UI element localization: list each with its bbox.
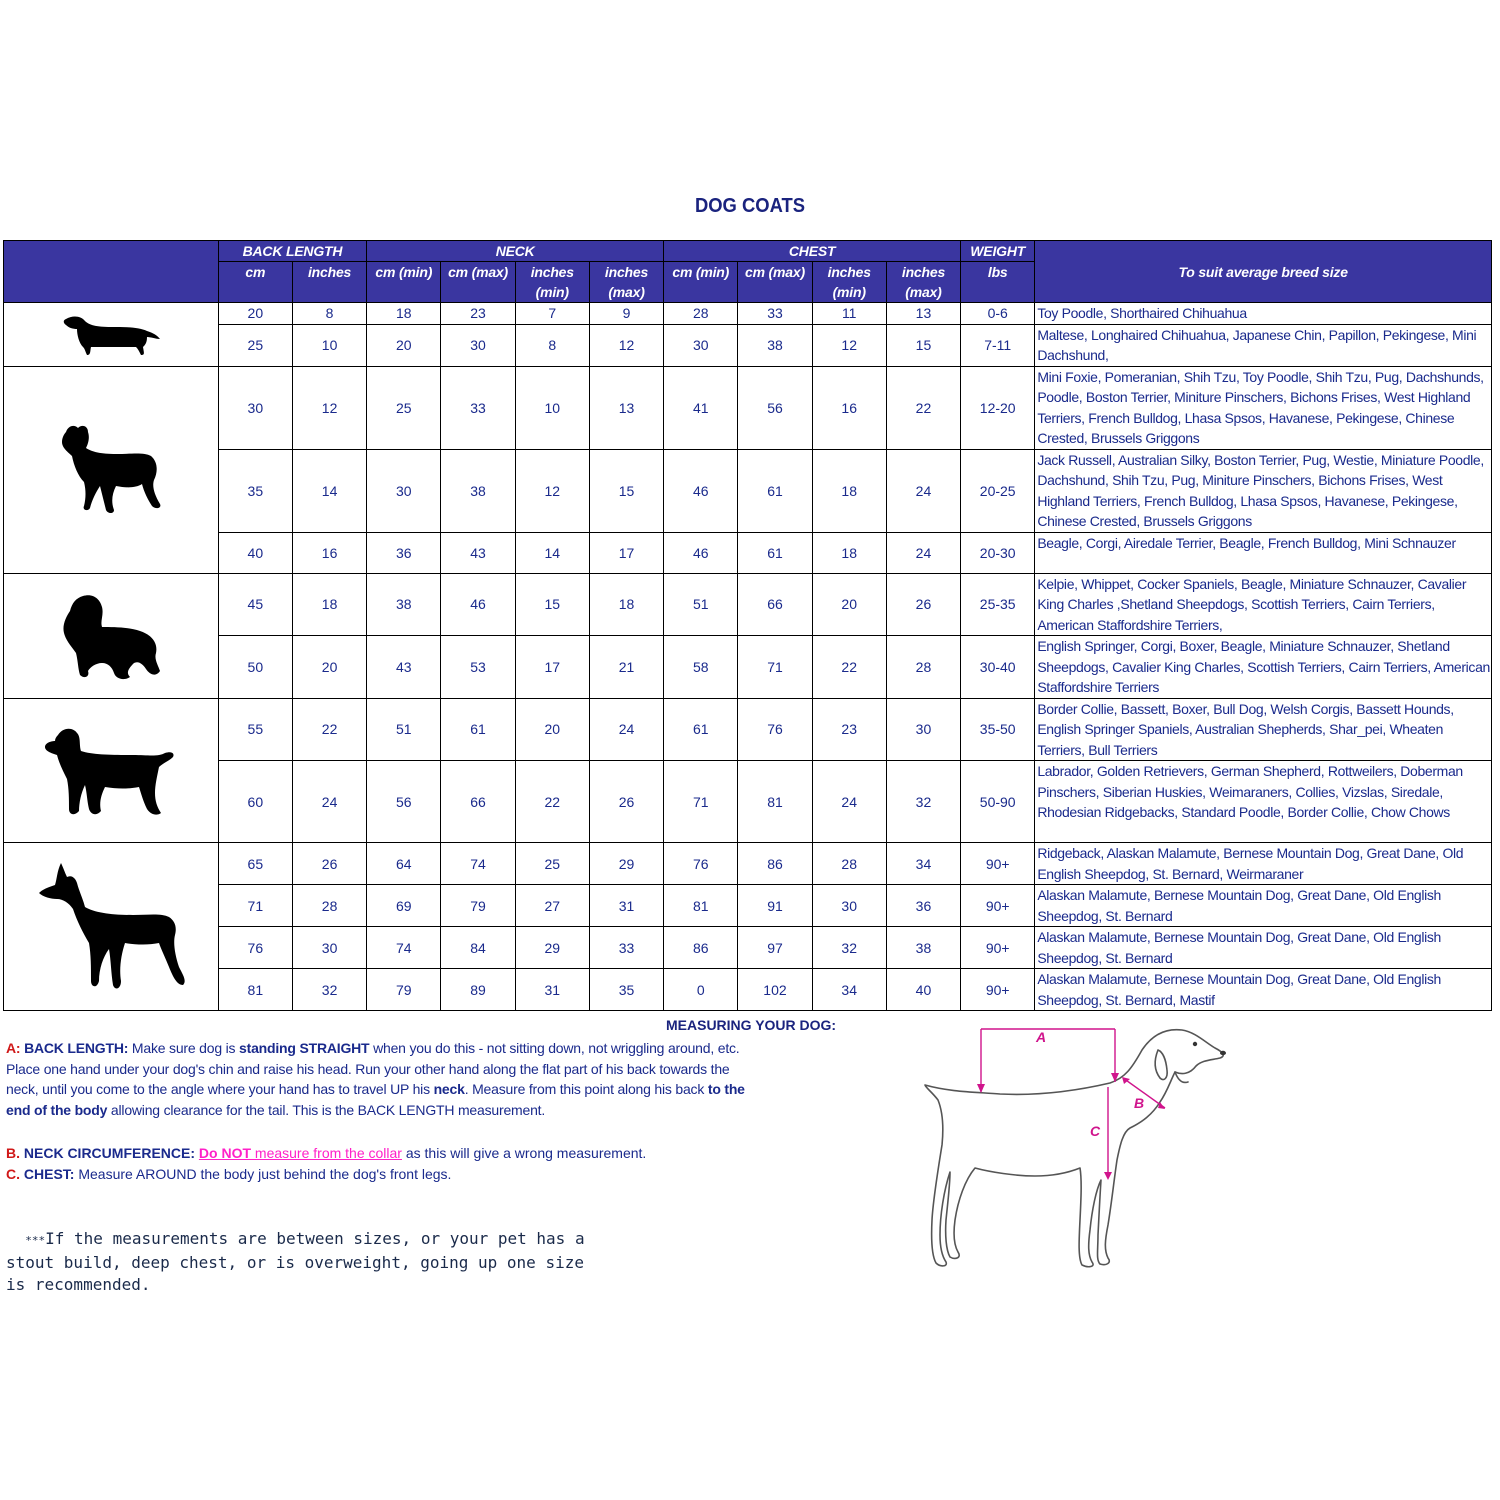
cell-c-cm-max: 81 bbox=[738, 761, 812, 843]
label-b: B bbox=[1134, 1095, 1145, 1111]
cell-n-cm-max: 89 bbox=[441, 969, 515, 1011]
table-row bbox=[4, 885, 1492, 927]
cell-c-in-max: 30 bbox=[886, 698, 960, 761]
table-row bbox=[4, 366, 1492, 449]
table-row bbox=[4, 761, 1492, 843]
measuring-diagram bbox=[920, 1020, 1240, 1275]
table-row bbox=[4, 636, 1492, 699]
cell-bl-cm: 76 bbox=[218, 927, 292, 969]
cell-lbs: 7-11 bbox=[961, 324, 1035, 366]
note-a-text-3: . Measure from this point along his back bbox=[464, 1081, 708, 1098]
cell-bl-cm: 71 bbox=[218, 885, 292, 927]
cell-bl-in: 12 bbox=[292, 366, 366, 449]
note-b-label: B. bbox=[6, 1145, 20, 1161]
cell-lbs: 50-90 bbox=[961, 761, 1035, 843]
back-length-note bbox=[6, 1038, 746, 1120]
note-a-label: A: bbox=[6, 1040, 21, 1056]
cell-n-in-max: 18 bbox=[589, 573, 663, 636]
cell-n-cm-max: 33 bbox=[441, 366, 515, 449]
spaniel-icon bbox=[4, 573, 219, 698]
cell-c-in-max: 24 bbox=[886, 449, 960, 532]
cell-c-cm-min: 41 bbox=[664, 366, 738, 449]
cell-c-cm-min: 51 bbox=[664, 573, 738, 636]
cell-bl-in: 30 bbox=[292, 927, 366, 969]
header-inches: inches bbox=[292, 262, 366, 303]
cell-bl-in: 24 bbox=[292, 761, 366, 843]
cell-n-cm-max: 79 bbox=[441, 885, 515, 927]
cell-c-cm-min: 46 bbox=[664, 532, 738, 573]
cell-c-in-min: 12 bbox=[812, 324, 886, 366]
cell-c-cm-max: 61 bbox=[738, 532, 812, 573]
cell-n-cm-max: 53 bbox=[441, 636, 515, 699]
bulldog-icon bbox=[4, 366, 219, 573]
great-dane-icon bbox=[4, 843, 219, 1011]
cell-n-cm-min: 25 bbox=[367, 366, 441, 449]
cell-n-cm-min: 64 bbox=[367, 843, 441, 885]
cell-n-in-min: 17 bbox=[515, 636, 589, 699]
cell-breeds: Alaskan Malamute, Bernese Mountain Dog, Great Dane, Old English Sheepdog, St. Bernard bbox=[1035, 927, 1492, 969]
cell-lbs: 35-50 bbox=[961, 698, 1035, 761]
cell-c-cm-max: 86 bbox=[738, 843, 812, 885]
cell-breeds: Kelpie, Whippet, Cocker Spaniels, Beagle, Miniature Schnauzer, Cavalier King Charles ,Shetland Sheepdogs, Scottish Terriers, Cairn Terriers, American Staffordshire Terriers, bbox=[1035, 573, 1492, 636]
note-c-heading: CHEST: bbox=[23, 1166, 75, 1182]
cell-c-in-max: 40 bbox=[886, 969, 960, 1011]
header-cm: cm bbox=[218, 262, 292, 303]
note-b-rest: as this will give a wrong measurement. bbox=[401, 1145, 647, 1161]
cell-bl-in: 8 bbox=[292, 303, 366, 325]
cell-breeds: English Springer, Corgi, Boxer, Beagle, Miniature Schnauzer, Shetland Sheepdogs, Cavalier King Charles, Scottish Terriers, Cairn Terriers, American Staffordshire Terriers bbox=[1035, 636, 1492, 699]
cell-c-cm-min: 30 bbox=[664, 324, 738, 366]
table-row bbox=[4, 843, 1492, 885]
cell-bl-in: 22 bbox=[292, 698, 366, 761]
cell-c-cm-min: 0 bbox=[664, 969, 738, 1011]
note-a-text-4: allowing clearance for the tail. This is the BACK LENGTH measurement. bbox=[107, 1101, 546, 1118]
note-b-heading: NECK CIRCUMFERENCE: bbox=[23, 1145, 196, 1161]
table-row bbox=[4, 698, 1492, 761]
header-chest-inches-max: inches (max) bbox=[886, 262, 960, 303]
cell-breeds: Maltese, Longhaired Chihuahua, Japanese Chin, Papillon, Pekingese, Mini Dachshund, bbox=[1035, 324, 1492, 366]
cell-n-in-min: 7 bbox=[515, 303, 589, 325]
cell-bl-cm: 55 bbox=[218, 698, 292, 761]
cell-c-cm-max: 66 bbox=[738, 573, 812, 636]
cell-n-in-min: 10 bbox=[515, 366, 589, 449]
cell-n-in-min: 12 bbox=[515, 449, 589, 532]
dachshund-icon bbox=[4, 303, 219, 367]
cell-lbs: 25-35 bbox=[961, 573, 1035, 636]
table-row bbox=[4, 449, 1492, 532]
chest-note bbox=[6, 1166, 451, 1182]
cell-c-cm-min: 76 bbox=[664, 843, 738, 885]
neck-note bbox=[6, 1145, 646, 1161]
cell-c-in-max: 22 bbox=[886, 366, 960, 449]
cell-bl-in: 32 bbox=[292, 969, 366, 1011]
cell-bl-cm: 60 bbox=[218, 761, 292, 843]
note-a-bold-3: to the end of the body bbox=[6, 1081, 745, 1118]
cell-c-in-max: 26 bbox=[886, 573, 960, 636]
cell-n-in-min: 8 bbox=[515, 324, 589, 366]
cell-n-cm-min: 74 bbox=[367, 927, 441, 969]
cell-c-cm-max: 61 bbox=[738, 449, 812, 532]
cell-c-in-max: 34 bbox=[886, 843, 960, 885]
cell-c-in-min: 22 bbox=[812, 636, 886, 699]
cell-c-cm-min: 28 bbox=[664, 303, 738, 325]
header-weight: WEIGHT bbox=[961, 241, 1035, 262]
tip-text: If the measurements are between sizes, or your pet has a stout build, deep chest, or is overweight, going up one size is recommended. bbox=[6, 1229, 585, 1294]
cell-n-in-max: 33 bbox=[589, 927, 663, 969]
cell-breeds: Ridgeback, Alaskan Malamute, Bernese Mountain Dog, Great Dane, Old English Sheepdog, St. Bernard, Weirmaraner bbox=[1035, 843, 1492, 885]
note-a-text-2: when you do this - not sitting down, not wriggling around, etc. Place one hand under your dog's chin and raise his head. Run your other hand along the flat part of his back towards the neck, until you come to the angle where your hand has to travel UP his bbox=[6, 1040, 740, 1098]
cell-n-in-max: 13 bbox=[589, 366, 663, 449]
note-c-label: C. bbox=[6, 1166, 20, 1182]
cell-bl-cm: 40 bbox=[218, 532, 292, 573]
cell-n-cm-min: 30 bbox=[367, 449, 441, 532]
cell-bl-in: 10 bbox=[292, 324, 366, 366]
cell-n-cm-min: 69 bbox=[367, 885, 441, 927]
cell-breeds: Border Collie, Bassett, Boxer, Bull Dog, Welsh Corgis, Bassett Hounds, English Springer Spaniels, Australian Shepherds, Shar_pei, Wheaten Terriers, Bull Terriers bbox=[1035, 698, 1492, 761]
cell-bl-cm: 20 bbox=[218, 303, 292, 325]
cell-c-in-max: 15 bbox=[886, 324, 960, 366]
dog-nose bbox=[1220, 1051, 1226, 1055]
cell-c-in-max: 32 bbox=[886, 761, 960, 843]
cell-n-cm-max: 61 bbox=[441, 698, 515, 761]
cell-bl-in: 14 bbox=[292, 449, 366, 532]
note-b-pink-bold: Do NOT bbox=[198, 1145, 252, 1161]
page-title: DOG COATS bbox=[694, 195, 806, 217]
cell-breeds: Alaskan Malamute, Bernese Mountain Dog, Great Dane, Old English Sheepdog, St. Bernard, Mastif bbox=[1035, 969, 1492, 1011]
cell-n-cm-max: 46 bbox=[441, 573, 515, 636]
note-a-text-1: Make sure dog is bbox=[128, 1040, 240, 1056]
cell-n-cm-max: 23 bbox=[441, 303, 515, 325]
cell-bl-cm: 25 bbox=[218, 324, 292, 366]
header-back-length: BACK LENGTH bbox=[218, 241, 366, 262]
table-row bbox=[4, 324, 1492, 366]
header-blank bbox=[4, 241, 219, 303]
cell-n-in-max: 26 bbox=[589, 761, 663, 843]
tip-stars: *** bbox=[25, 1234, 46, 1247]
cell-n-cm-min: 79 bbox=[367, 969, 441, 1011]
cell-n-in-max: 12 bbox=[589, 324, 663, 366]
cell-c-in-min: 18 bbox=[812, 532, 886, 573]
cell-lbs: 90+ bbox=[961, 843, 1035, 885]
cell-bl-cm: 45 bbox=[218, 573, 292, 636]
header-chest-cm-min: cm (min) bbox=[664, 262, 738, 303]
cell-n-in-min: 22 bbox=[515, 761, 589, 843]
cell-c-cm-max: 102 bbox=[738, 969, 812, 1011]
cell-n-cm-max: 38 bbox=[441, 449, 515, 532]
cell-c-cm-max: 38 bbox=[738, 324, 812, 366]
cell-breeds: Jack Russell, Australian Silky, Boston Terrier, Pug, Westie, Miniature Poodle, Dachshund, Shih Tzu, Pug, Miniture Pinschers, Bichons Frises, West Highland Terriers, French Bulldog, Lhasa Spsos, Havanese, Pekingese, Chinese Crested, Brussels Griggons bbox=[1035, 449, 1492, 532]
header-lbs: lbs bbox=[961, 262, 1035, 303]
cell-c-in-min: 24 bbox=[812, 761, 886, 843]
cell-c-cm-max: 33 bbox=[738, 303, 812, 325]
cell-n-cm-min: 56 bbox=[367, 761, 441, 843]
cell-bl-cm: 35 bbox=[218, 449, 292, 532]
cell-n-in-max: 9 bbox=[589, 303, 663, 325]
retriever-icon bbox=[4, 698, 219, 843]
cell-bl-in: 18 bbox=[292, 573, 366, 636]
cell-c-cm-max: 71 bbox=[738, 636, 812, 699]
cell-n-in-min: 27 bbox=[515, 885, 589, 927]
header-neck-cm-max: cm (max) bbox=[441, 262, 515, 303]
note-b-pink-text: measure from the collar bbox=[251, 1145, 402, 1161]
cell-n-in-min: 14 bbox=[515, 532, 589, 573]
cell-n-in-max: 24 bbox=[589, 698, 663, 761]
cell-n-cm-max: 43 bbox=[441, 532, 515, 573]
measure-arrows bbox=[977, 1073, 1165, 1180]
cell-c-in-max: 36 bbox=[886, 885, 960, 927]
cell-n-in-min: 15 bbox=[515, 573, 589, 636]
cell-lbs: 20-25 bbox=[961, 449, 1035, 532]
cell-c-in-min: 28 bbox=[812, 843, 886, 885]
header-neck: NECK bbox=[367, 241, 664, 262]
cell-breeds: Beagle, Corgi, Airedale Terrier, Beagle, French Bulldog, Mini Schnauzer bbox=[1035, 532, 1492, 573]
cell-c-in-min: 34 bbox=[812, 969, 886, 1011]
header-chest-inches-min: inches (min) bbox=[812, 262, 886, 303]
cell-c-in-min: 11 bbox=[812, 303, 886, 325]
cell-n-in-min: 20 bbox=[515, 698, 589, 761]
header-chest: CHEST bbox=[664, 241, 961, 262]
cell-n-cm-max: 74 bbox=[441, 843, 515, 885]
label-a: A bbox=[1036, 1029, 1047, 1045]
cell-breeds: Toy Poodle, Shorthaired Chihuahua bbox=[1035, 303, 1492, 325]
cell-bl-in: 26 bbox=[292, 843, 366, 885]
cell-c-cm-max: 97 bbox=[738, 927, 812, 969]
cell-n-cm-max: 30 bbox=[441, 324, 515, 366]
cell-n-in-max: 15 bbox=[589, 449, 663, 532]
cell-n-cm-min: 43 bbox=[367, 636, 441, 699]
cell-lbs: 0-6 bbox=[961, 303, 1035, 325]
cell-c-cm-min: 71 bbox=[664, 761, 738, 843]
table-row bbox=[4, 969, 1492, 1011]
cell-bl-in: 20 bbox=[292, 636, 366, 699]
cell-lbs: 12-20 bbox=[961, 366, 1035, 449]
header-neck-cm-min: cm (min) bbox=[367, 262, 441, 303]
table-row bbox=[4, 532, 1492, 573]
cell-n-in-min: 31 bbox=[515, 969, 589, 1011]
cell-lbs: 90+ bbox=[961, 927, 1035, 969]
cell-c-in-min: 32 bbox=[812, 927, 886, 969]
label-c: C bbox=[1090, 1123, 1101, 1139]
cell-c-cm-min: 61 bbox=[664, 698, 738, 761]
header-chest-cm-max: cm (max) bbox=[738, 262, 812, 303]
cell-c-in-min: 16 bbox=[812, 366, 886, 449]
cell-n-cm-min: 36 bbox=[367, 532, 441, 573]
cell-breeds: Alaskan Malamute, Bernese Mountain Dog, Great Dane, Old English Sheepdog, St. Bernard bbox=[1035, 885, 1492, 927]
cell-n-cm-min: 51 bbox=[367, 698, 441, 761]
cell-c-cm-min: 58 bbox=[664, 636, 738, 699]
cell-c-cm-max: 91 bbox=[738, 885, 812, 927]
cell-n-cm-max: 84 bbox=[441, 927, 515, 969]
cell-lbs: 90+ bbox=[961, 969, 1035, 1011]
cell-lbs: 30-40 bbox=[961, 636, 1035, 699]
cell-n-in-max: 21 bbox=[589, 636, 663, 699]
cell-c-in-min: 18 bbox=[812, 449, 886, 532]
cell-breeds: Mini Foxie, Pomeranian, Shih Tzu, Toy Poodle, Shih Tzu, Pug, Dachshunds, Poodle, Boston Terrier, Miniture Pinschers, Bichons Frises, West Highland Terriers, French Bulldog, Lhasa Spsos, Havanese, Pekingese, Chinese Crested, Brussels Griggons bbox=[1035, 366, 1492, 449]
cell-c-cm-max: 76 bbox=[738, 698, 812, 761]
cell-c-in-max: 28 bbox=[886, 636, 960, 699]
measuring-title: MEASURING YOUR DOG: bbox=[666, 1017, 837, 1033]
note-a-heading: BACK LENGTH: bbox=[24, 1040, 129, 1056]
cell-n-in-min: 29 bbox=[515, 927, 589, 969]
cell-breeds: Labrador, Golden Retrievers, German Shepherd, Rottweilers, Doberman Pinschers, Siberian Huskies, Weimaraners, Collies, Vizslas, Siredale, Rhodesian Ridgebacks, Standard Poodle, Border Collie, Chow Chows bbox=[1035, 761, 1492, 843]
cell-c-in-max: 13 bbox=[886, 303, 960, 325]
cell-n-in-max: 35 bbox=[589, 969, 663, 1011]
header-neck-inches-min: inches (min) bbox=[515, 262, 589, 303]
cell-c-cm-min: 81 bbox=[664, 885, 738, 927]
cell-n-in-max: 29 bbox=[589, 843, 663, 885]
dog-outline bbox=[925, 1030, 1223, 1267]
note-a-bold-2: neck bbox=[433, 1081, 465, 1098]
cell-n-cm-max: 66 bbox=[441, 761, 515, 843]
dog-eye bbox=[1193, 1042, 1197, 1046]
table-row bbox=[4, 927, 1492, 969]
cell-lbs: 20-30 bbox=[961, 532, 1035, 573]
table-row bbox=[4, 573, 1492, 636]
cell-c-in-min: 30 bbox=[812, 885, 886, 927]
header-neck-inches-max: inches (max) bbox=[589, 262, 663, 303]
table-row bbox=[4, 303, 1492, 325]
cell-lbs: 90+ bbox=[961, 885, 1035, 927]
cell-bl-cm: 81 bbox=[218, 969, 292, 1011]
note-a-bold-1: standing STRAIGHT bbox=[239, 1040, 370, 1056]
size-chart-table bbox=[3, 240, 1492, 1011]
cell-bl-cm: 30 bbox=[218, 366, 292, 449]
sizing-tip bbox=[6, 1228, 586, 1296]
cell-c-in-min: 20 bbox=[812, 573, 886, 636]
cell-c-cm-max: 56 bbox=[738, 366, 812, 449]
cell-n-cm-min: 20 bbox=[367, 324, 441, 366]
cell-bl-cm: 50 bbox=[218, 636, 292, 699]
cell-n-cm-min: 38 bbox=[367, 573, 441, 636]
cell-bl-cm: 65 bbox=[218, 843, 292, 885]
note-c-rest: Measure AROUND the body just behind the dog's front legs. bbox=[74, 1166, 452, 1182]
cell-n-cm-min: 18 bbox=[367, 303, 441, 325]
cell-c-in-max: 24 bbox=[886, 532, 960, 573]
cell-c-cm-min: 86 bbox=[664, 927, 738, 969]
cell-n-in-max: 17 bbox=[589, 532, 663, 573]
cell-n-in-max: 31 bbox=[589, 885, 663, 927]
cell-c-in-max: 38 bbox=[886, 927, 960, 969]
header-suit: To suit average breed size bbox=[1035, 241, 1492, 303]
cell-bl-in: 28 bbox=[292, 885, 366, 927]
cell-c-cm-min: 46 bbox=[664, 449, 738, 532]
cell-n-in-min: 25 bbox=[515, 843, 589, 885]
cell-bl-in: 16 bbox=[292, 532, 366, 573]
cell-c-in-min: 23 bbox=[812, 698, 886, 761]
